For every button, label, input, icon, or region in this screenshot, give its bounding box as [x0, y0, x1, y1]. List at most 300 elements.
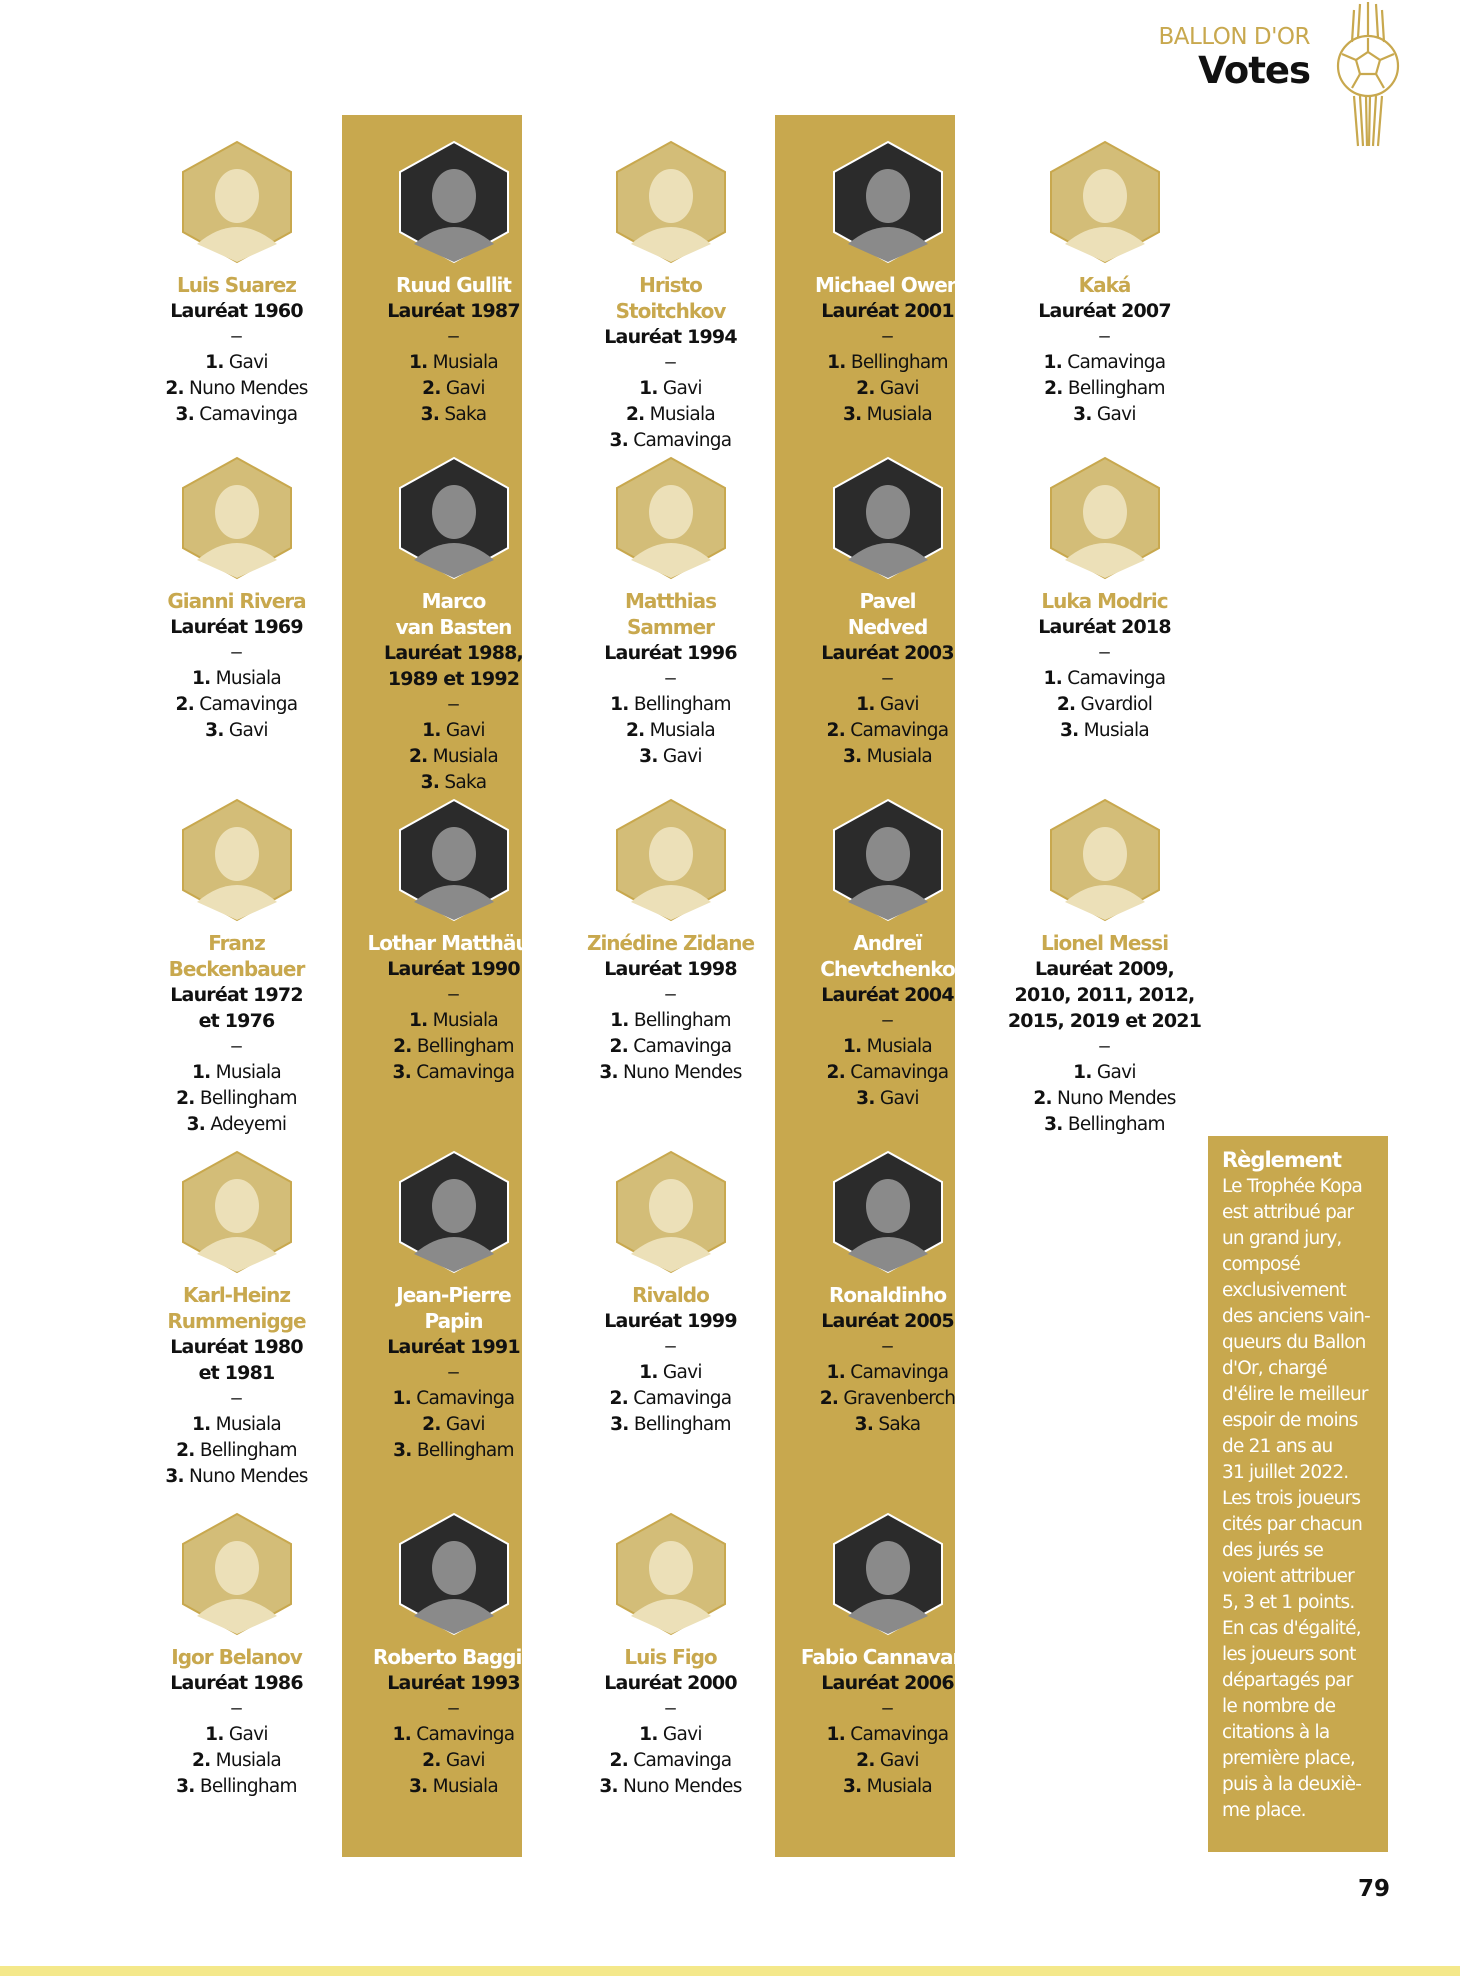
- vote-entry: [345, 718, 562, 744]
- vote-player: Gravenberch: [843, 1388, 956, 1409]
- laureate-name: Franz Beckenbauer: [168, 931, 305, 981]
- vote-list: [128, 1412, 345, 1490]
- rules-box: [1208, 1136, 1388, 1852]
- vote-rank: 1.: [1043, 668, 1063, 689]
- vote-entry: [345, 1722, 562, 1748]
- vote-player: Nuno Mendes: [623, 1062, 742, 1083]
- vote-rank: 3.: [420, 404, 440, 425]
- vote-entry: [779, 1412, 996, 1438]
- separator-dash: –: [448, 694, 459, 715]
- vote-entry: [128, 1722, 345, 1748]
- vote-player: Camavinga: [633, 1036, 732, 1057]
- vote-entry: [128, 718, 345, 744]
- vote-list: [562, 1008, 779, 1086]
- player-photo: [1049, 798, 1161, 922]
- laureate-card: [996, 798, 1213, 1150]
- vote-entry: [128, 1112, 345, 1138]
- vote-player: Saka: [444, 404, 487, 425]
- vote-rank: 2.: [422, 378, 441, 399]
- laureate-card: [128, 1150, 345, 1512]
- laureate-years: Lauréat 1987: [387, 300, 520, 322]
- laureate-years: Lauréat 1990: [387, 958, 520, 980]
- vote-player: Bellingham: [633, 1414, 731, 1435]
- vote-entry: [345, 1748, 562, 1774]
- separator-dash: –: [665, 1336, 676, 1357]
- vote-player: Camavinga: [416, 1724, 515, 1745]
- vote-rank: 1.: [610, 694, 629, 715]
- vote-player: Gavi: [879, 694, 919, 715]
- laureate-name: Rivaldo: [632, 1283, 709, 1307]
- vote-player: Gavi: [445, 378, 485, 399]
- vote-list: [128, 666, 345, 744]
- vote-rank: 2.: [856, 1750, 875, 1771]
- vote-list: [996, 1060, 1213, 1138]
- vote-entry: [562, 428, 779, 454]
- vote-entry: [779, 1060, 996, 1086]
- laureate-card: [345, 798, 562, 1150]
- vote-entry: [345, 1386, 562, 1412]
- separator-dash: –: [231, 326, 242, 347]
- laureate-name: Igor Belanov: [171, 1645, 302, 1669]
- separator-dash: –: [1099, 326, 1110, 347]
- laureate-name: Pavel Nedved: [847, 589, 928, 639]
- separator-dash: –: [882, 1698, 893, 1719]
- vote-entry: [345, 1034, 562, 1060]
- laureate-card: [779, 140, 996, 456]
- vote-player: Camavinga: [633, 1388, 732, 1409]
- vote-list: [996, 350, 1213, 428]
- player-photo: [181, 456, 293, 580]
- laureate-card: [562, 456, 779, 798]
- vote-player: Bellingham: [633, 694, 731, 715]
- laureate-name: Michael Owen: [814, 273, 960, 297]
- vote-rank: 2.: [165, 378, 184, 399]
- laureate-years: Lauréat 2004: [821, 984, 954, 1006]
- vote-player: Musiala: [866, 746, 933, 767]
- vote-player: Gavi: [662, 1724, 702, 1745]
- vote-rank: 2.: [625, 720, 645, 741]
- vote-entry: [128, 666, 345, 692]
- separator-dash: –: [231, 1388, 242, 1409]
- laureate-years: Lauréat 1986: [170, 1672, 303, 1694]
- separator-dash: –: [448, 984, 459, 1005]
- laureate-years: Lauréat 1980 et 1981: [170, 1336, 303, 1384]
- player-photo: [832, 798, 944, 922]
- laureate-card: [779, 456, 996, 798]
- vote-entry: [128, 1086, 345, 1112]
- vote-player: Saka: [878, 1414, 921, 1435]
- vote-player: Musiala: [1083, 720, 1150, 741]
- vote-entry: [562, 1774, 779, 1800]
- vote-rank: 3.: [1059, 720, 1079, 741]
- laureate-name: Andreï Chevtchenko: [820, 931, 955, 981]
- vote-rank: 3.: [842, 746, 862, 767]
- laureate-name: Marco van Basten: [395, 589, 512, 639]
- separator-dash: –: [231, 642, 242, 663]
- section-header: [1080, 22, 1310, 152]
- laureate-card: [345, 456, 562, 798]
- laureate-card: [128, 456, 345, 798]
- vote-rank: 2.: [191, 1750, 211, 1771]
- vote-rank: 1.: [856, 694, 875, 715]
- vote-player: Nuno Mendes: [189, 378, 308, 399]
- vote-rank: 2.: [609, 1388, 629, 1409]
- separator-dash: –: [231, 1698, 242, 1719]
- vote-player: Musiala: [215, 1750, 282, 1771]
- vote-player: Gavi: [662, 1362, 702, 1383]
- vote-player: Gavi: [1096, 1062, 1136, 1083]
- vote-player: Gvardiol: [1080, 694, 1153, 715]
- section-kicker: BALLON D'OR: [1158, 24, 1310, 50]
- vote-entry: [345, 1008, 562, 1034]
- vote-rank: 3.: [856, 1088, 875, 1109]
- player-photo: [1049, 456, 1161, 580]
- laureate-card: [562, 1150, 779, 1512]
- vote-entry: [128, 350, 345, 376]
- vote-entry: [779, 376, 996, 402]
- vote-player: Gavi: [228, 352, 268, 373]
- vote-player: Gavi: [228, 1724, 268, 1745]
- vote-entry: [128, 1060, 345, 1086]
- laureate-years: Lauréat 1991: [387, 1336, 520, 1358]
- vote-entry: [562, 692, 779, 718]
- laureate-card: [345, 1512, 562, 1822]
- laureate-years: Lauréat 2001: [821, 300, 954, 322]
- vote-rank: 3.: [599, 1062, 618, 1083]
- vote-rank: 1.: [639, 378, 658, 399]
- laureate-card: [128, 798, 345, 1150]
- vote-player: Musiala: [432, 352, 499, 373]
- vote-rank: 3.: [599, 1776, 618, 1797]
- separator-dash: –: [231, 1036, 242, 1057]
- vote-rank: 1.: [408, 1010, 428, 1031]
- vote-player: Gavi: [445, 1414, 485, 1435]
- laureate-name: Karl-Heinz Rummenigge: [167, 1283, 306, 1333]
- laureate-card: [996, 140, 1213, 456]
- vote-entry: [779, 1774, 996, 1800]
- vote-player: Musiala: [866, 1036, 933, 1057]
- vote-list: [562, 692, 779, 770]
- vote-list: [562, 1360, 779, 1438]
- player-photo: [615, 140, 727, 264]
- player-photo: [1049, 140, 1161, 264]
- separator-dash: –: [882, 1010, 893, 1031]
- vote-player: Nuno Mendes: [1057, 1088, 1176, 1109]
- vote-rank: 1.: [826, 1724, 846, 1745]
- vote-rank: 2.: [422, 1414, 441, 1435]
- vote-player: Adeyemi: [210, 1114, 287, 1135]
- laureate-years: Lauréat 2018: [1038, 616, 1171, 638]
- vote-player: Gavi: [228, 720, 268, 741]
- vote-player: Gavi: [879, 378, 919, 399]
- vote-player: Musiala: [432, 1776, 499, 1797]
- ballon-dor-trophy-icon: [1328, 0, 1408, 150]
- laureate-name: Gianni Rivera: [167, 589, 306, 613]
- vote-rank: 1.: [191, 668, 211, 689]
- vote-player: Camavinga: [850, 1362, 949, 1383]
- vote-rank: 2.: [609, 1036, 629, 1057]
- vote-entry: [345, 376, 562, 402]
- vote-list: [779, 692, 996, 770]
- vote-player: Camavinga: [416, 1062, 515, 1083]
- laureate-card: [779, 1512, 996, 1822]
- vote-rank: 2.: [393, 1036, 412, 1057]
- vote-list: [779, 1722, 996, 1800]
- vote-rank: 2.: [422, 1750, 441, 1771]
- player-photo: [181, 1512, 293, 1636]
- vote-entry: [562, 1748, 779, 1774]
- vote-rank: 1.: [639, 1362, 658, 1383]
- vote-entry: [996, 376, 1213, 402]
- separator-dash: –: [448, 1698, 459, 1719]
- vote-entry: [779, 1034, 996, 1060]
- vote-player: Camavinga: [1067, 352, 1166, 373]
- vote-player: Bellingham: [633, 1010, 731, 1031]
- laureate-years: Lauréat 2009, 2010, 2011, 2012, 2015, 2019 et 2021: [1007, 958, 1202, 1032]
- vote-player: Gavi: [1096, 404, 1136, 425]
- vote-player: Camavinga: [1067, 668, 1166, 689]
- laureate-years: Lauréat 2006: [821, 1672, 954, 1694]
- vote-rank: 3.: [165, 1466, 184, 1487]
- vote-entry: [779, 1722, 996, 1748]
- vote-rank: 3.: [854, 1414, 874, 1435]
- vote-player: Musiala: [432, 746, 499, 767]
- vote-rank: 1.: [205, 352, 224, 373]
- laureate-years: Lauréat 1988, 1989 et 1992: [384, 642, 523, 690]
- vote-list: [128, 1060, 345, 1138]
- vote-rank: 3.: [842, 1776, 862, 1797]
- vote-player: Saka: [444, 772, 487, 793]
- vote-rank: 3.: [609, 430, 629, 451]
- vote-player: Gavi: [445, 1750, 485, 1771]
- vote-player: Musiala: [215, 1414, 282, 1435]
- laureate-years: Lauréat 1993: [387, 1672, 520, 1694]
- separator-dash: –: [882, 326, 893, 347]
- laureate-name: Lothar Matthäus: [367, 931, 540, 955]
- page-number: 79: [1357, 1876, 1390, 1902]
- vote-player: Musiala: [215, 1062, 282, 1083]
- vote-player: Camavinga: [850, 720, 949, 741]
- vote-entry: [779, 744, 996, 770]
- vote-list: [562, 376, 779, 454]
- laureate-name: Fabio Cannavaro: [800, 1645, 975, 1669]
- vote-rank: 2.: [1044, 378, 1063, 399]
- player-photo: [398, 1512, 510, 1636]
- vote-list: [779, 1360, 996, 1438]
- vote-player: Gavi: [662, 378, 702, 399]
- player-photo: [398, 140, 510, 264]
- vote-entry: [128, 1748, 345, 1774]
- vote-entry: [562, 376, 779, 402]
- vote-player: Bellingham: [199, 1088, 297, 1109]
- laureate-years: Lauréat 2003: [821, 642, 954, 664]
- rules-text: Le Trophée Kopa est attribué par un grand jury, composé exclusivement des anciens vain- queurs du Ballon d'Or, chargé d'élire le meilleur espoir de moins de 21 ans au 31 juillet 2022. Les trois joueurs cités par chacun des jurés se voient attribuer 5, 3 et 1 points. En cas d'égalité, les joueurs sont départagés par le nombre de citations à la première place, puis à la deuxiè- me place.: [1222, 1176, 1370, 1821]
- laureate-name: Luka Modric: [1041, 589, 1168, 613]
- vote-rank: 3.: [842, 404, 862, 425]
- vote-list: [779, 1034, 996, 1112]
- vote-player: Camavinga: [850, 1062, 949, 1083]
- vote-entry: [779, 350, 996, 376]
- vote-rank: 2.: [609, 1750, 629, 1771]
- vote-rank: 3.: [186, 1114, 206, 1135]
- vote-player: Musiala: [432, 1010, 499, 1031]
- vote-entry: [562, 402, 779, 428]
- vote-list: [345, 1008, 562, 1086]
- player-photo: [832, 1512, 944, 1636]
- vote-entry: [128, 402, 345, 428]
- vote-entry: [345, 1438, 562, 1464]
- vote-rank: 3.: [205, 720, 224, 741]
- separator-dash: –: [1099, 1036, 1110, 1057]
- vote-rank: 3.: [175, 404, 195, 425]
- bottom-bar: [0, 1966, 1460, 1976]
- vote-rank: 1.: [205, 1724, 224, 1745]
- laureate-name: Ruud Gullit: [396, 273, 511, 297]
- player-photo: [615, 1150, 727, 1274]
- vote-list: [128, 350, 345, 428]
- vote-entry: [779, 718, 996, 744]
- player-photo: [615, 798, 727, 922]
- vote-rank: 2.: [1033, 1088, 1052, 1109]
- vote-entry: [996, 718, 1213, 744]
- laureate-name: Luis Suarez: [177, 273, 296, 297]
- vote-rank: 1.: [191, 1062, 211, 1083]
- player-photo: [398, 798, 510, 922]
- laureate-years: Lauréat 2007: [1038, 300, 1171, 322]
- vote-rank: 3.: [393, 1440, 412, 1461]
- vote-rank: 3.: [639, 746, 658, 767]
- player-photo: [181, 140, 293, 264]
- vote-entry: [562, 1722, 779, 1748]
- laureate-years: Lauréat 1960: [170, 300, 303, 322]
- vote-list: [345, 1722, 562, 1800]
- vote-player: Musiala: [649, 720, 716, 741]
- vote-entry: [779, 1360, 996, 1386]
- vote-entry: [779, 692, 996, 718]
- vote-rank: 2.: [625, 404, 645, 425]
- player-photo: [398, 456, 510, 580]
- vote-player: Bellingham: [199, 1440, 297, 1461]
- vote-entry: [128, 1464, 345, 1490]
- laureate-years: Lauréat 2005: [821, 1310, 954, 1332]
- vote-rank: 1.: [392, 1388, 412, 1409]
- vote-list: [779, 350, 996, 428]
- vote-rank: 2.: [176, 1440, 195, 1461]
- vote-entry: [562, 718, 779, 744]
- vote-entry: [562, 1034, 779, 1060]
- separator-dash: –: [665, 1698, 676, 1719]
- vote-entry: [345, 1412, 562, 1438]
- vote-rank: 1.: [639, 1724, 658, 1745]
- player-photo: [181, 798, 293, 922]
- vote-player: Gavi: [662, 746, 702, 767]
- laureate-years: Lauréat 1969: [170, 616, 303, 638]
- vote-entry: [779, 402, 996, 428]
- laureate-years: Lauréat 1994: [604, 326, 737, 348]
- vote-entry: [345, 770, 562, 796]
- vote-entry: [779, 1386, 996, 1412]
- vote-player: Camavinga: [199, 694, 298, 715]
- laureates-grid: [128, 140, 1213, 1822]
- laureate-name: Matthias Sammer: [624, 589, 716, 639]
- vote-player: Musiala: [649, 404, 716, 425]
- vote-entry: [996, 350, 1213, 376]
- vote-player: Camavinga: [633, 1750, 732, 1771]
- vote-player: Musiala: [866, 1776, 933, 1797]
- vote-rank: 2.: [826, 1062, 846, 1083]
- laureate-name: Kaká: [1078, 273, 1131, 297]
- vote-rank: 2.: [175, 694, 195, 715]
- vote-player: Bellingham: [1067, 1114, 1165, 1135]
- vote-rank: 2.: [1056, 694, 1076, 715]
- separator-dash: –: [665, 668, 676, 689]
- vote-player: Bellingham: [199, 1776, 297, 1797]
- separator-dash: –: [448, 1362, 459, 1383]
- vote-entry: [128, 1412, 345, 1438]
- vote-entry: [562, 1008, 779, 1034]
- laureate-card: [996, 456, 1213, 798]
- laureate-card: [562, 1512, 779, 1822]
- vote-rank: 2.: [819, 1388, 839, 1409]
- vote-rank: 3.: [392, 1062, 412, 1083]
- vote-list: [128, 1722, 345, 1800]
- vote-entry: [128, 376, 345, 402]
- vote-entry: [128, 1774, 345, 1800]
- vote-rank: 3.: [1044, 1114, 1063, 1135]
- vote-rank: 1.: [191, 1414, 211, 1435]
- vote-rank: 2.: [826, 720, 846, 741]
- laureate-name: Lionel Messi: [1040, 931, 1169, 955]
- vote-rank: 2.: [176, 1088, 195, 1109]
- vote-list: [562, 1722, 779, 1800]
- vote-rank: 1.: [826, 1362, 846, 1383]
- laureate-years: Lauréat 2000: [604, 1672, 737, 1694]
- vote-entry: [562, 1386, 779, 1412]
- vote-player: Bellingham: [416, 1440, 514, 1461]
- laureate-years: Lauréat 1999: [604, 1310, 737, 1332]
- laureate-card: [128, 140, 345, 456]
- vote-player: Camavinga: [416, 1388, 515, 1409]
- vote-rank: 1.: [422, 720, 441, 741]
- vote-rank: 2.: [408, 746, 428, 767]
- separator-dash: –: [448, 326, 459, 347]
- vote-entry: [345, 402, 562, 428]
- vote-entry: [128, 692, 345, 718]
- vote-rank: 1.: [827, 352, 846, 373]
- vote-player: Musiala: [866, 404, 933, 425]
- player-photo: [398, 1150, 510, 1274]
- page-title: Votes: [1198, 49, 1310, 92]
- vote-player: Camavinga: [850, 1724, 949, 1745]
- separator-dash: –: [882, 1336, 893, 1357]
- laureate-years: Lauréat 1996: [604, 642, 737, 664]
- vote-player: Gavi: [879, 1088, 919, 1109]
- vote-list: [996, 666, 1213, 744]
- vote-rank: 1.: [1043, 352, 1063, 373]
- vote-rank: 1.: [392, 1724, 412, 1745]
- vote-player: Musiala: [215, 668, 282, 689]
- laureate-card: [128, 1512, 345, 1822]
- vote-entry: [996, 1112, 1213, 1138]
- vote-player: Camavinga: [633, 430, 732, 451]
- vote-player: Camavinga: [199, 404, 298, 425]
- vote-entry: [996, 692, 1213, 718]
- vote-entry: [128, 1438, 345, 1464]
- vote-rank: 1.: [408, 352, 428, 373]
- separator-dash: –: [665, 984, 676, 1005]
- vote-player: Nuno Mendes: [189, 1466, 308, 1487]
- vote-entry: [996, 402, 1213, 428]
